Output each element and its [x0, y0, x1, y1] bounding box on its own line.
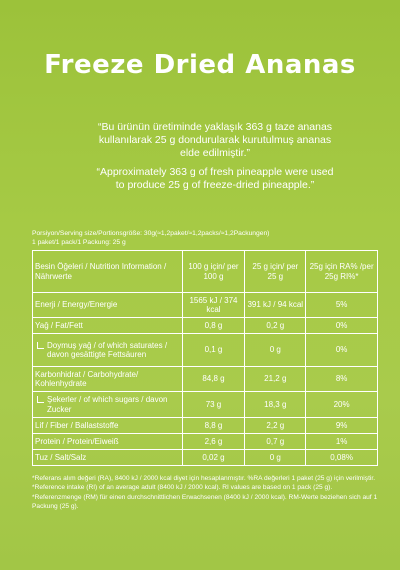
value-per-25g: 0 g — [245, 450, 306, 466]
value-per-100g: 0,1 g — [182, 334, 245, 367]
value-ri: 5% — [306, 293, 378, 318]
nutrient-sublabel: Şekerler / of which sugars / davon Zucker — [47, 395, 168, 414]
value-per-25g: 391 kJ / 94 kcal — [245, 293, 306, 318]
value-per-100g: 1565 kJ / 374 kcal — [182, 293, 245, 318]
table-row — [33, 293, 378, 318]
table-row — [33, 450, 378, 466]
nutrition-table — [32, 250, 378, 466]
table-header-row — [33, 251, 378, 293]
quote-turkish: “Bu ürünün üretiminde yaklaşık 363 g taze ananas kullanılarak 25 g dondurularak kurutulmuş ananas elde edilmiştir.” — [97, 121, 333, 159]
nutrient-name: Lif / Fiber / Ballaststoffe — [33, 418, 183, 434]
serving-size-text: Porsiyon/Serving size/Portionsgröße: 30g(≈1,2paket/≈1,2packs/≈1,2Packungen) — [32, 230, 270, 237]
table-row — [33, 392, 378, 418]
reference-intake-footnote: *Referans alım değeri (RA), 8400 kJ / 2000 kcal diyet için hesaplanmıştır. %RA değerleri 1 paket (25 g) için verilmiştir. *Reference intake (RI) of an average adult (8400 kJ / 2000 kcal). RI values are based on 1 pack (25 g). *Referenzmenge (RM) für einen durchschnittlichen Erwachsenen (8400 kJ / 2000 kcal). RM-Werte beziehen sich auf 1 Packung (25 g). — [32, 475, 378, 510]
nutrient-name-sub — [33, 392, 183, 418]
value-ri: 8% — [306, 367, 378, 392]
value-per-100g: 0,02 g — [182, 450, 245, 466]
value-per-100g: 73 g — [182, 392, 245, 418]
pack-size-text: 1 paket/1 pack/1 Packung: 25 g — [32, 239, 126, 246]
value-ri: 20% — [306, 392, 378, 418]
header-nutrient: Besin Öğeleri / Nutrition Information / Nährwerte — [33, 251, 183, 293]
table-row — [33, 334, 378, 367]
value-per-100g: 2,6 g — [182, 434, 245, 450]
portion-info — [32, 229, 377, 247]
header-per-25g: 25 g için/ per 25 g — [245, 251, 306, 293]
nutrient-name: Protein / Protein/Eiweiß — [33, 434, 183, 450]
value-ri: 9% — [306, 418, 378, 434]
value-per-25g: 21,2 g — [245, 367, 306, 392]
nutrient-name: Tuz / Salt/Salz — [33, 450, 183, 466]
header-per-100g: 100 g için/ per 100 g — [182, 251, 245, 293]
value-per-25g: 18,3 g — [245, 392, 306, 418]
value-per-25g: 0,2 g — [245, 318, 306, 334]
value-per-100g: 8,8 g — [182, 418, 245, 434]
table-row — [33, 434, 378, 450]
table-row — [33, 418, 378, 434]
nutrient-sublabel: Doymuş yağ / of which saturates / davon gesättigte Fettsäuren — [47, 340, 168, 359]
table-row — [33, 318, 378, 334]
value-ri: 1% — [306, 434, 378, 450]
value-ri: 0% — [306, 334, 378, 367]
value-ri: 0,08% — [306, 450, 378, 466]
table-row — [33, 367, 378, 392]
product-title: Freeze Dried Ananas — [44, 50, 356, 80]
nutrient-name: Karbonhidrat / Carbohydrate/ Kohlenhydrate — [33, 367, 183, 392]
value-per-100g: 0,8 g — [182, 318, 245, 334]
nutrient-name: Enerji / Energy/Energie — [33, 293, 183, 318]
value-ri: 0% — [306, 318, 378, 334]
value-per-25g: 2,2 g — [245, 418, 306, 434]
value-per-25g: 0 g — [245, 334, 306, 367]
nutrient-name: Yağ / Fat/Fett — [33, 318, 183, 334]
nutrient-name-sub — [33, 334, 183, 367]
quote-english: “Approximately 363 g of fresh pineapple were used to produce 25 g of freeze-dried pineapple.” — [96, 166, 334, 191]
value-per-100g: 84,8 g — [182, 367, 245, 392]
value-per-25g: 0,7 g — [245, 434, 306, 450]
header-ri-percent: 25g için RA% /per 25g RI%* — [306, 251, 378, 293]
